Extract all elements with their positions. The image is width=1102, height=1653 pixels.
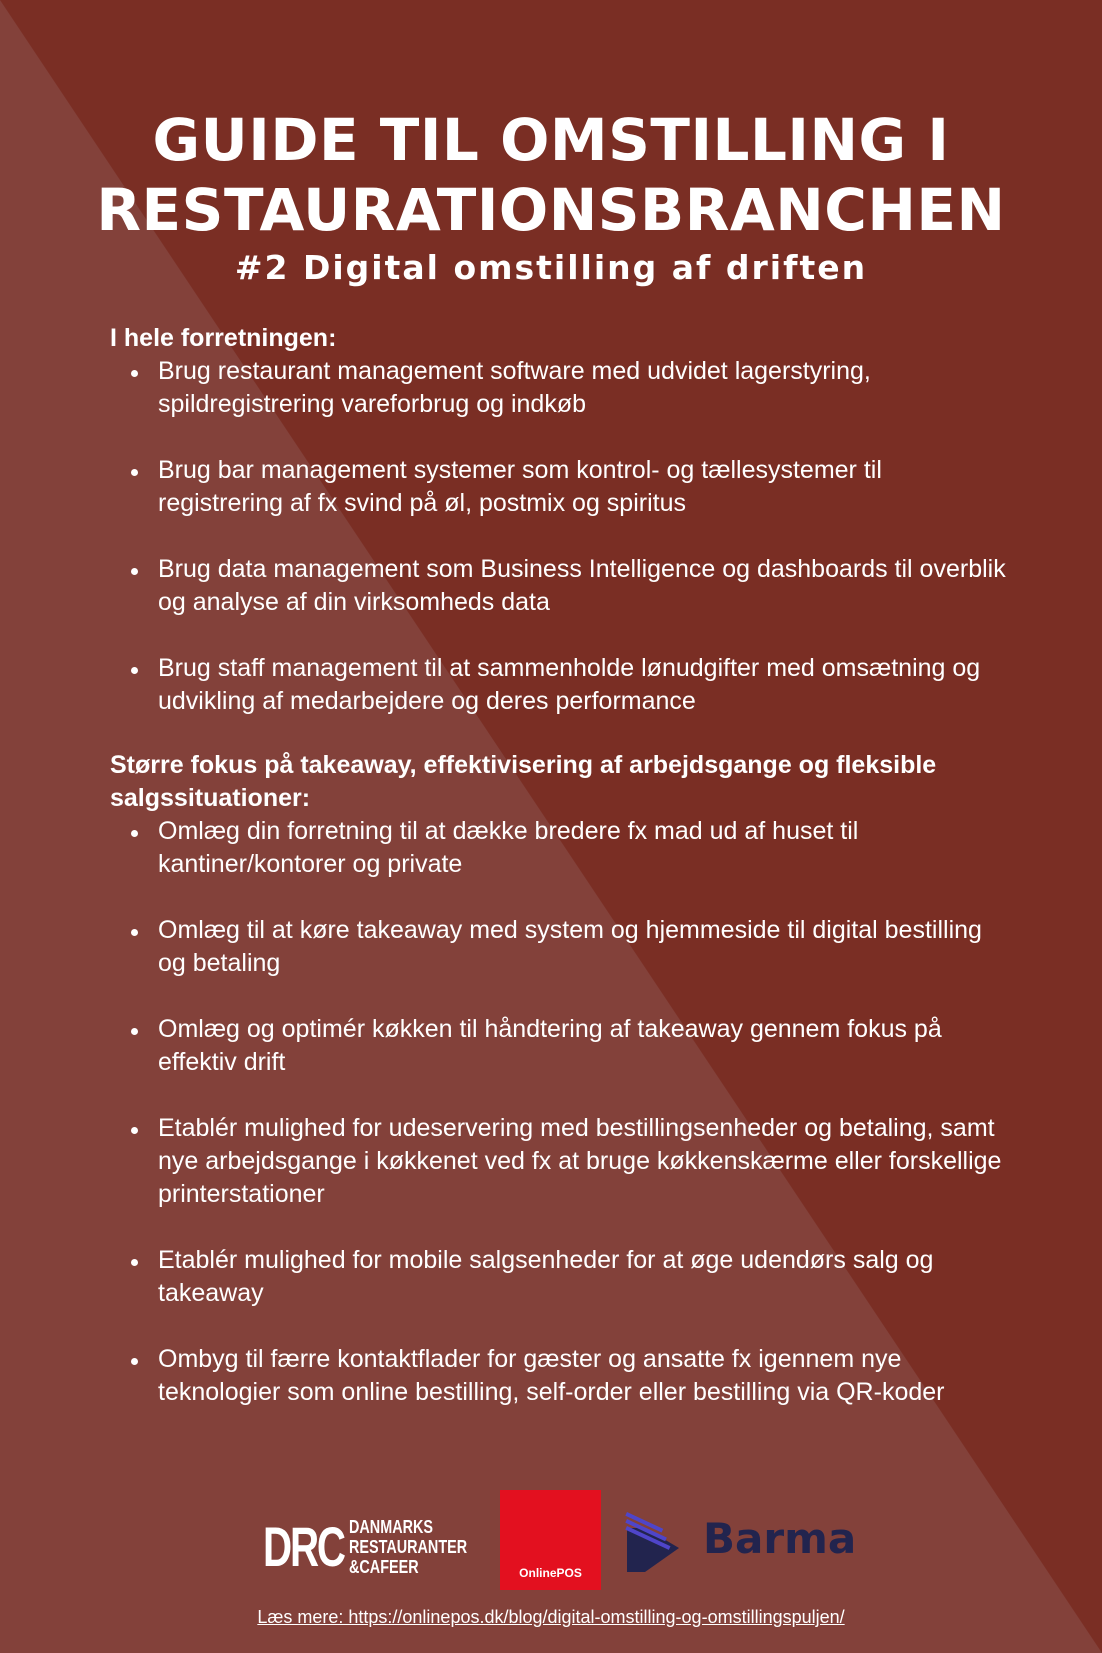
list-item: Brug restaurant management software med udvidet lagerstyring, spildregistrering vareforbrug og indkøb (110, 355, 1010, 421)
page-subtitle: #2 Digital omstilling af driften (234, 248, 868, 287)
drc-text-line: DANMARKS (349, 1517, 433, 1537)
section-heading-takeaway: Større fokus på takeaway, effektivisering af arbejdsgange og fleksible salgssituationer: (110, 751, 937, 812)
drc-wordmark (349, 1517, 467, 1577)
list-item: Omlæg og optimér køkken til håndtering af takeaway gennem fokus på effektiv drift (110, 1013, 1010, 1079)
partner-logos (0, 1490, 1102, 1598)
list-item: Ombyg til færre kontaktflader for gæster og ansatte fx igennem nye teknologier som online bestilling, self-order eller bestilling via QR-koder (110, 1343, 1010, 1409)
takeaway-list (110, 815, 1010, 1409)
read-more-link[interactable] (0, 1607, 1102, 1628)
drc-text-line: RESTAURANTER (349, 1537, 468, 1557)
list-item: Brug bar management systemer som kontrol- og tællesystemer til registrering af fx svind på øl, postmix og spiritus (110, 454, 1010, 520)
list-item: Omlæg til at køre takeaway med system og hjemmeside til digital bestilling og betaling (110, 914, 1010, 980)
barma-logo-icon (623, 1508, 683, 1576)
barma-wordmark: Barma (703, 1514, 857, 1563)
list-item: Brug data management som Business Intelligence og dashboards til overblik og analyse af din virksomheds data (110, 553, 1010, 619)
drc-logo (263, 1512, 497, 1582)
onlinepos-logo (500, 1490, 601, 1590)
list-item: Etablér mulighed for mobile salgsenheder for at øge udendørs salg og takeaway (110, 1244, 1010, 1310)
page-title (0, 105, 1102, 245)
title-line-1: GUIDE TIL OMSTILLING I (152, 106, 950, 174)
onlinepos-label: OnlinePOS (519, 1566, 582, 1580)
business-list (110, 355, 1010, 718)
section-heading-business: I hele forretningen: (110, 324, 337, 352)
title-line-2: RESTAURATIONSBRANCHEN (96, 176, 1006, 244)
drc-text-line: &CAFEER (349, 1557, 419, 1577)
read-more-url[interactable]: Læs mere: https://onlinepos.dk/blog/digital-omstilling-og-omstillingspuljen/ (257, 1607, 845, 1627)
list-item: Brug staff management til at sammenholde lønudgifter med omsætning og udvikling af medarbejdere og deres performance (110, 652, 1010, 718)
list-item: Etablér mulighed for udeservering med bestillingsenheder og betaling, samt nye arbejdsgange i køkkenet ved fx at bruge køkkenskærme eller forskellige printerstationer (110, 1112, 1010, 1211)
drc-mark: DRC (263, 1515, 344, 1578)
list-item: Omlæg din forretning til at dække bredere fx mad ud af huset til kantiner/kontorer og private (110, 815, 1010, 881)
